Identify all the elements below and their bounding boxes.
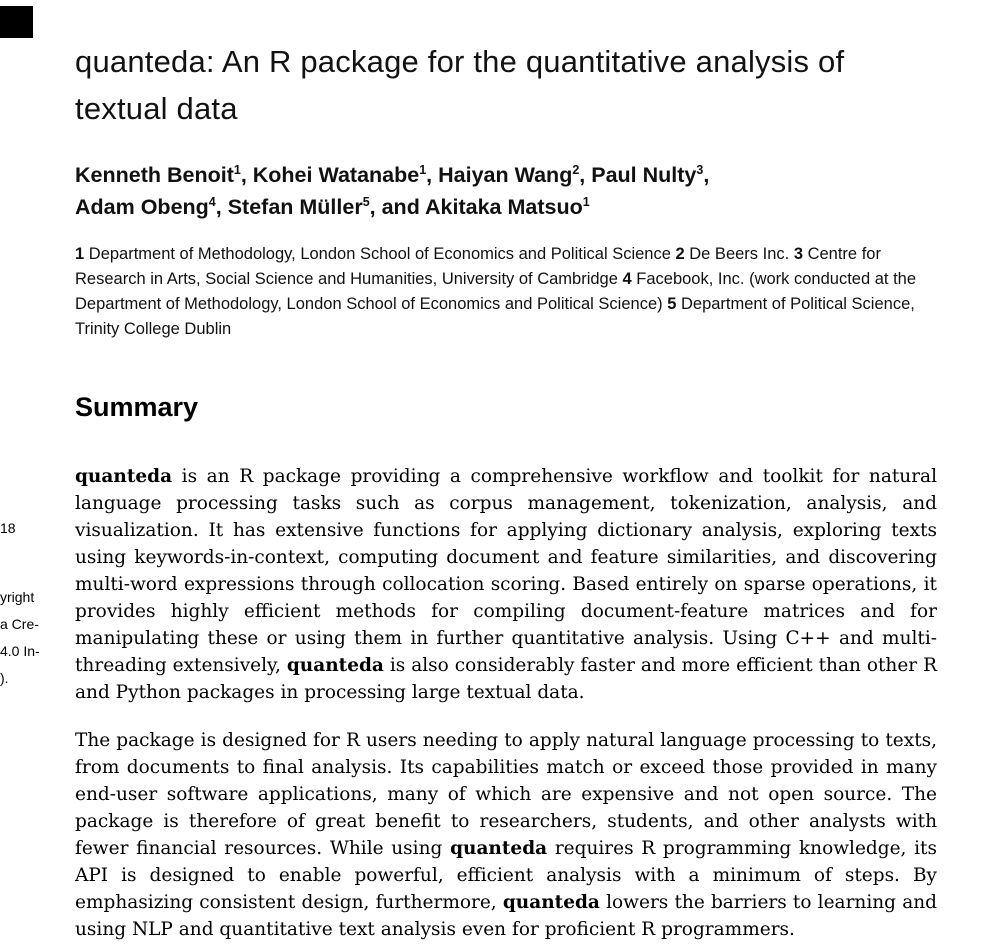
text-run: The package is designed for R users needing to apply natural language processing to texts, from documents to final analysis. Its capabilities match or exceed those provided in many end-user software applications, many of which are expensive and not open source. The package is therefore of great benefit to researchers, students, and other analysts with fewer financial resources. While using xyxy=(75,730,937,859)
margin-fragment: ). xyxy=(0,670,9,686)
author-affiliation-superscript: 5 xyxy=(362,194,370,209)
bold-text-run: quanteda xyxy=(286,655,384,676)
summary-paragraph-2 xyxy=(75,727,937,943)
text-run: is also considerably faster and more efficient than other R and Python packages in processing large textual data. xyxy=(75,655,937,703)
author-name: Stefan Müller xyxy=(227,195,363,219)
authors-line-1 xyxy=(75,159,937,191)
bold-text-run: quanteda xyxy=(75,466,173,487)
author-affiliation-superscript: 2 xyxy=(572,162,580,177)
author-separator: , xyxy=(579,163,592,187)
margin-fragment: 4.0 In- xyxy=(0,643,40,659)
author-name: Adam Obeng xyxy=(75,195,209,219)
text-run: requires R programming knowledge, its API is designed to enable powerful, efficient analysis with a minimum of steps. By emphasizing consistent design, furthermore, xyxy=(75,838,937,913)
author-affiliation-superscript: 1 xyxy=(419,162,427,177)
paper-title xyxy=(75,38,937,132)
margin-fragment: yright xyxy=(0,589,35,605)
author-affiliation-superscript: 3 xyxy=(696,162,704,177)
summary-heading: Summary xyxy=(75,392,199,422)
author-separator: , xyxy=(215,195,228,219)
bold-text-run: 1 xyxy=(75,245,85,263)
author-affiliation-superscript: 1 xyxy=(233,162,241,177)
text-run: Department of Methodology, London School of Economics and Political Science xyxy=(84,245,676,263)
margin-fragment: 18 xyxy=(0,520,16,536)
author-name: Akitaka Matsuo xyxy=(425,195,583,219)
bold-text-run: 5 xyxy=(667,295,677,313)
authors-block xyxy=(75,159,937,223)
text-run: is an R package providing a comprehensive workflow and toolkit for natural language processing tasks such as corpus management, tokenization, analysis, and visualization. It has extensive functions for applying dictionary analysis, exploring texts using keywords-in-context, computing document and feature similarities, and discovering multi-word expressions through collocation scoring. Based entirely on sparse operations, it provides highly efficient methods for compiling document-feature matrices and for manipulating these or using them in further quantitative analysis. Using C++ and multi-threading extensively, xyxy=(75,466,937,676)
left-margin-fragments xyxy=(0,0,70,947)
author-name: Haiyan Wang xyxy=(438,163,573,187)
bold-text-run: quanteda xyxy=(502,892,600,913)
paper-content xyxy=(75,0,937,943)
author-separator: , xyxy=(240,163,253,187)
margin-fragment: a Cre- xyxy=(0,616,39,632)
text-run: Facebook, Inc. (work conducted at the Department of Methodology, London School of Economics and Political Science) xyxy=(75,270,917,313)
author-affiliation-superscript: 4 xyxy=(208,194,216,209)
bold-text-run: 2 xyxy=(675,245,685,263)
bold-text-run: 3 xyxy=(793,245,803,263)
text-run: Centre for Research in Arts, Social Science and Humanities, University of Cambridge xyxy=(75,245,881,288)
author-separator: , xyxy=(426,163,439,187)
bold-text-run: 4 xyxy=(622,270,632,288)
bold-text-run: quanteda xyxy=(450,838,548,859)
author-name: Kenneth Benoit xyxy=(75,163,234,187)
paper-title-line-1: quanteda: An R package for the quantitative analysis of xyxy=(75,44,845,79)
authors-line-2 xyxy=(75,191,937,223)
author-affiliation-superscript: 1 xyxy=(582,194,590,209)
text-run: lowers the barriers to learning and using NLP and quantitative text analysis even for proficient R programmers. xyxy=(75,892,937,940)
paper-title-line-2: textual data xyxy=(75,91,238,126)
author-name: Paul Nulty xyxy=(591,163,697,187)
author-separator: , xyxy=(703,163,710,187)
author-separator: , and xyxy=(369,195,426,219)
author-name: Kohei Watanabe xyxy=(252,163,420,187)
summary-paragraph-1 xyxy=(75,463,937,706)
text-run: De Beers Inc. xyxy=(684,245,794,263)
text-run: Department of Political Science, Trinity College Dublin xyxy=(75,295,915,338)
affiliations-block xyxy=(75,242,937,342)
